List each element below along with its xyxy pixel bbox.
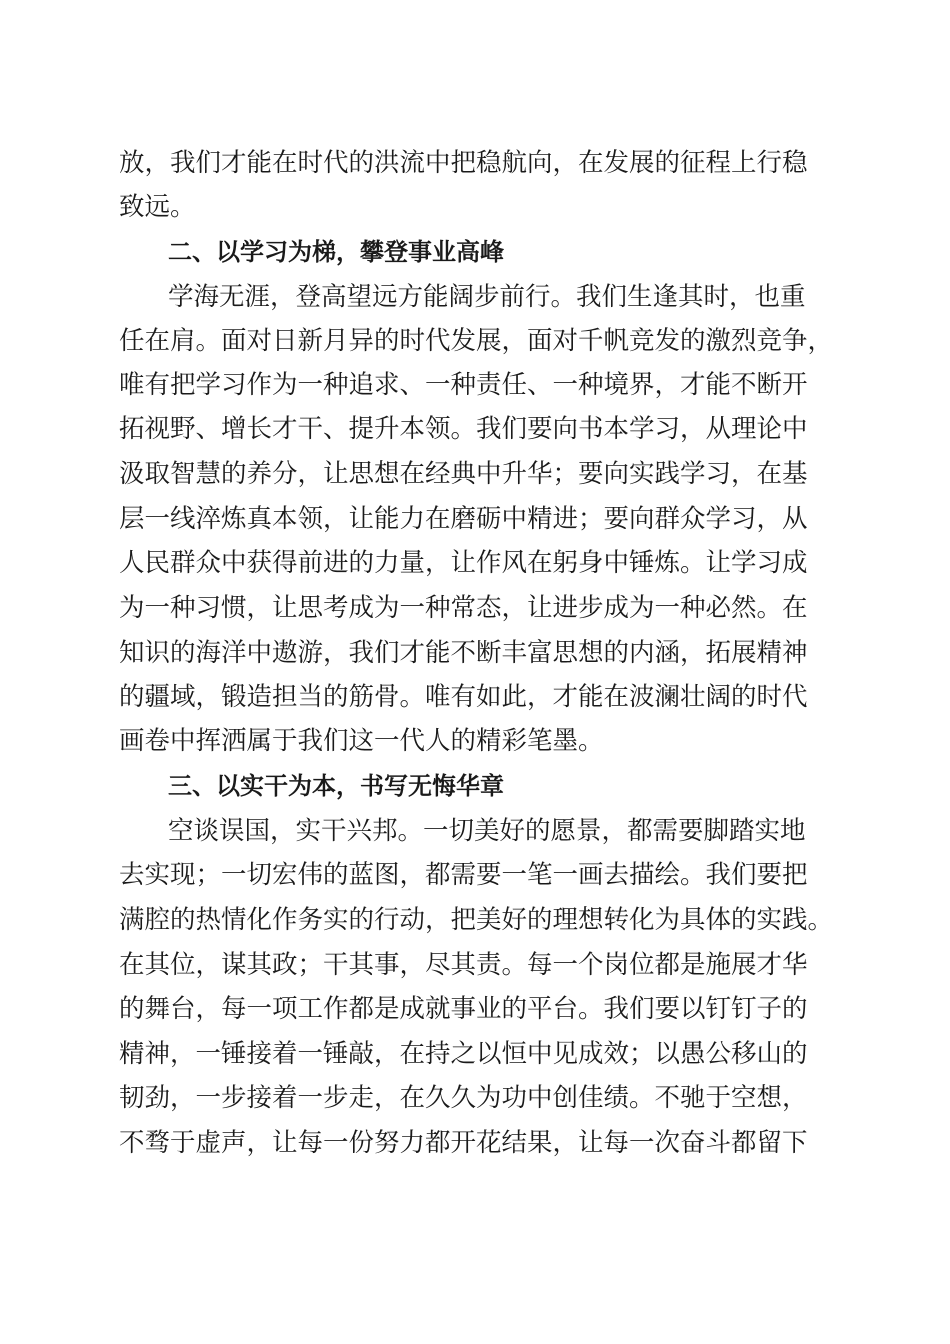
text-line: 画卷中挥洒属于我们这一代人的精彩笔墨。 xyxy=(119,726,604,756)
text-line: 任在肩。面对日新月异的时代发展，面对千帆竞发的激烈竞争， xyxy=(119,326,834,356)
text-line: 不骛于虚声，让每一份努力都开花结果，让每一次奋斗都留下 xyxy=(119,1128,808,1158)
text-line: 放，我们才能在时代的洪流中把稳航向，在发展的征程上行稳 xyxy=(119,148,808,178)
text-line: 人民群众中获得前进的力量，让作风在躬身中锤炼。让学习成 xyxy=(119,548,808,578)
text-line: 汲取智慧的养分，让思想在经典中升华；要向实践学习，在基 xyxy=(119,459,808,489)
text-line: 去实现；一切宏伟的蓝图，都需要一笔一画去描绘。我们要把 xyxy=(119,860,808,890)
section-heading-2: 二、以学习为梯，攀登事业高峰 xyxy=(168,238,504,266)
text-line: 致远。 xyxy=(119,192,196,222)
text-line: 知识的海洋中遨游，我们才能不断丰富思想的内涵，拓展精神 xyxy=(119,638,808,668)
paragraph-first-line: 学海无涯，登高望远方能阔步前行。我们生逢其时，也重 xyxy=(168,282,806,312)
text-line: 拓视野、增长才干、提升本领。我们要向书本学习，从理论中 xyxy=(119,414,808,444)
text-line: 唯有把学习作为一种追求、一种责任、一种境界，才能不断开 xyxy=(119,370,808,400)
section-heading-3: 三、以实干为本，书写无悔华章 xyxy=(168,772,504,800)
text-line: 满腔的热情化作务实的行动，把美好的理想转化为具体的实践。 xyxy=(119,905,834,935)
text-line: 层一线淬炼真本领，让能力在磨砺中精进；要向群众学习，从 xyxy=(119,504,808,534)
paragraph-first-line: 空谈误国，实干兴邦。一切美好的愿景，都需要脚踏实地 xyxy=(168,816,806,846)
text-line: 的疆域，锻造担当的筋骨。唯有如此，才能在波澜壮阔的时代 xyxy=(119,682,808,712)
text-line: 为一种习惯，让思考成为一种常态，让进步成为一种必然。在 xyxy=(119,593,808,623)
text-line: 在其位，谋其政；干其事，尽其责。每一个岗位都是施展才华 xyxy=(119,950,808,980)
text-line: 的舞台，每一项工作都是成就事业的平台。我们要以钉钉子的 xyxy=(119,994,808,1024)
text-line: 韧劲，一步接着一步走，在久久为功中创佳绩。不驰于空想， xyxy=(119,1083,808,1113)
text-line: 精神，一锤接着一锤敲，在持之以恒中见成效；以愚公移山的 xyxy=(119,1039,808,1069)
